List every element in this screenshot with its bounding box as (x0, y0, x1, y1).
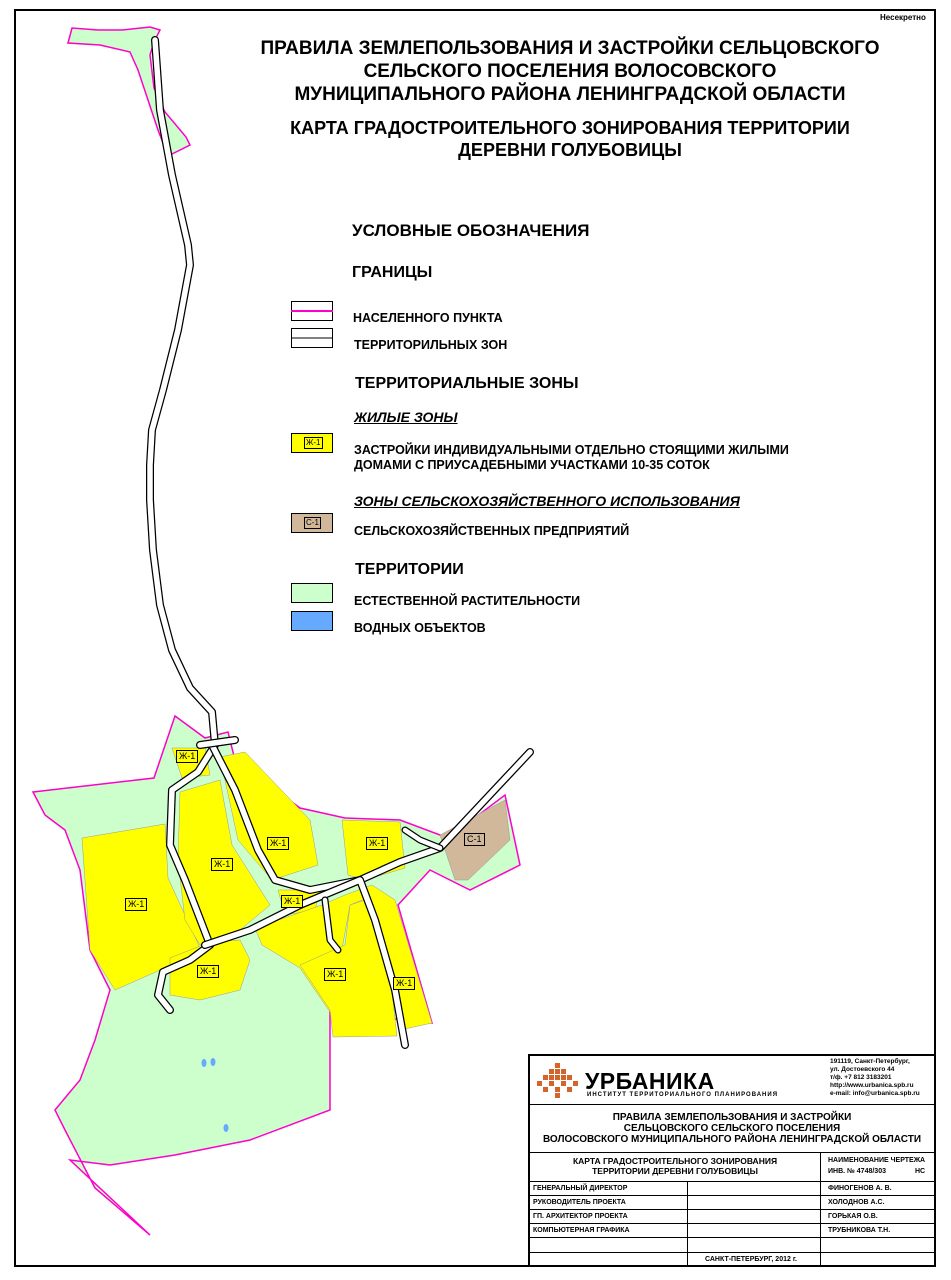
address-line: e-mail: info@urbanica.spb.ru (830, 1090, 920, 1097)
legend-boundaries-heading: ГРАНИЦЫ (352, 264, 433, 281)
drawing-name-label: НАИМЕНОВАНИЕ ЧЕРТЕЖА (828, 1157, 926, 1164)
inventory-code: НС (915, 1168, 926, 1175)
zone-label-residential: Ж-1 (281, 895, 303, 908)
legend-water-label: ВОДНЫХ ОБЪЕКТОВ (354, 621, 486, 635)
drawing-title-line: КАРТА ГРАДОСТРОИТЕЛЬНОГО ЗОНИРОВАНИЯ (572, 1156, 778, 1166)
legend-agri-code: С-1 (306, 518, 319, 527)
drawing-title (530, 1156, 820, 1176)
title-line: СЕЛЬСКОГО ПОСЕЛЕНИЯ ВОЛОСОВСКОГО (363, 61, 777, 82)
zone-label-residential: Ж-1 (324, 968, 346, 981)
legend-swatch-agricultural (291, 513, 333, 533)
company-logo (536, 1061, 580, 1101)
stamp-divider (530, 1195, 934, 1196)
project-title (530, 1112, 934, 1145)
stamp-divider (530, 1209, 934, 1210)
legend-residential-desc (354, 443, 789, 473)
stamp-divider (530, 1181, 934, 1182)
inventory-number: ИНВ. № 4748/303 (828, 1168, 886, 1175)
company-name: УРБАНИКА (585, 1068, 715, 1094)
desc-line: ЗАСТРОЙКИ ИНДИВИДУАЛЬНЫМИ ОТДЕЛЬНО СТОЯЩИМИ ЖИЛЫМИ (354, 443, 789, 457)
legend-heading: УСЛОВНЫЕ ОБОЗНАЧЕНИЯ (352, 221, 590, 240)
map-subtitle (200, 117, 940, 161)
address-line: http://www.urbanica.spb.ru (830, 1082, 914, 1089)
role-name: ХОЛОДНОВ А.С. (828, 1199, 885, 1206)
subtitle-line: ДЕРЕВНИ ГОЛУБОВИЦЫ (458, 140, 682, 160)
stamp-divider (530, 1152, 934, 1153)
secrecy-label: Несекретно (880, 13, 926, 22)
legend-zones-heading: ТЕРРИТОРИАЛЬНЫЕ ЗОНЫ (355, 375, 579, 392)
vegetation-area-north (68, 27, 190, 156)
title-block (528, 1054, 936, 1267)
legend-vegetation-label: ЕСТЕСТВЕННОЙ РАСТИТЕЛЬНОСТИ (354, 594, 581, 608)
water-object (211, 1058, 216, 1066)
role-label: ГЕНЕРАЛЬНЫЙ ДИРЕКТОР (533, 1185, 628, 1192)
address-line: 191119, Санкт-Петербург, (830, 1058, 910, 1065)
legend-residential-code: Ж-1 (306, 438, 321, 447)
legend-swatch-zone-border (291, 328, 333, 348)
water-object (202, 1059, 207, 1067)
legend-swatch-vegetation (291, 583, 333, 603)
zone-label-residential: Ж-1 (366, 837, 388, 850)
legend-residential-heading: ЖИЛЫЕ ЗОНЫ (354, 409, 458, 425)
role-name: ФИНОГЕНОВ А. В. (828, 1185, 892, 1192)
legend-swatch-water (291, 611, 333, 631)
address-line: ул. Достоевского 44 (830, 1066, 895, 1073)
legend-territories-heading: ТЕРРИТОРИИ (355, 561, 464, 578)
legend-swatch-residential (291, 433, 333, 453)
stamp-divider (530, 1223, 934, 1224)
legend-settlement-border-label: НАСЕЛЕННОГО ПУНКТА (353, 311, 503, 325)
legend-agri-desc: СЕЛЬСКОХОЗЯЙСТВЕННЫХ ПРЕДПРИЯТИЙ (354, 524, 630, 538)
legend-swatch-settlement-border (291, 301, 333, 321)
title-line: ПРАВИЛА ЗЕМЛЕПОЛЬЗОВАНИЯ И ЗАСТРОЙКИ СЕЛЬЦОВСКОГО (260, 38, 880, 59)
desc-line: ДОМАМИ С ПРИУСАДЕБНЫМИ УЧАСТКАМИ 10-35 СОТОК (354, 458, 710, 472)
zone-label-residential: Ж-1 (211, 858, 233, 871)
stamp-divider (530, 1252, 934, 1253)
stamp-divider (530, 1104, 934, 1105)
drawing-title-line: ТЕРРИТОРИИ ДЕРЕВНИ ГОЛУБОВИЦЫ (592, 1166, 758, 1176)
zone-label-residential: Ж-1 (393, 977, 415, 990)
address-line: т/ф. +7 812 3183201 (830, 1074, 892, 1081)
project-line: ПРАВИЛА ЗЕМЛЕПОЛЬЗОВАНИЯ И ЗАСТРОЙКИ (612, 1112, 852, 1123)
subtitle-line: КАРТА ГРАДОСТРОИТЕЛЬНОГО ЗОНИРОВАНИЯ ТЕРРИТОРИИ (290, 118, 850, 138)
role-name: ГОРЬКАЯ О.В. (828, 1213, 878, 1220)
project-line: ВОЛОСОВСКОГО МУНИЦИПАЛЬНОГО РАЙОНА ЛЕНИНГРАДСКОЙ ОБЛАСТИ (542, 1134, 922, 1145)
map-title (200, 37, 940, 106)
company-address (830, 1058, 920, 1098)
zone-label-residential: Ж-1 (197, 965, 219, 978)
stamp-divider (530, 1237, 934, 1238)
role-label: КОМПЬЮТЕРНАЯ ГРАФИКА (533, 1227, 630, 1234)
project-line: СЕЛЬЦОВСКОГО СЕЛЬСКОГО ПОСЕЛЕНИЯ (623, 1123, 841, 1134)
legend-agri-heading: ЗОНЫ СЕЛЬСКОХОЗЯЙСТВЕННОГО ИСПОЛЬЗОВАНИЯ (354, 493, 740, 509)
legend-zone-border-label: ТЕРРИТОРИЛЬНЫХ ЗОН (354, 338, 508, 352)
zone-label-residential: Ж-1 (267, 837, 289, 850)
company-subtitle: ИНСТИТУТ ТЕРРИТОРИАЛЬНОГО ПЛАНИРОВАНИЯ (587, 1092, 779, 1098)
zone-label-residential: Ж-1 (176, 750, 198, 763)
title-line: МУНИЦИПАЛЬНОГО РАЙОНА ЛЕНИНГРАДСКОЙ ОБЛАСТИ (294, 84, 846, 105)
city-year: САНКТ-ПЕТЕРБУРГ, 2012 г. (705, 1256, 797, 1263)
zone-label-agricultural: С-1 (464, 833, 485, 846)
role-label: ГП. АРХИТЕКТОР ПРОЕКТА (533, 1213, 628, 1220)
zone-label-residential: Ж-1 (125, 898, 147, 911)
role-name: ТРУБНИКОВА Т.Н. (828, 1227, 891, 1234)
water-object (224, 1124, 229, 1132)
role-label: РУКОВОДИТЕЛЬ ПРОЕКТА (533, 1199, 626, 1206)
stamp-vertical-divider (687, 1181, 688, 1267)
